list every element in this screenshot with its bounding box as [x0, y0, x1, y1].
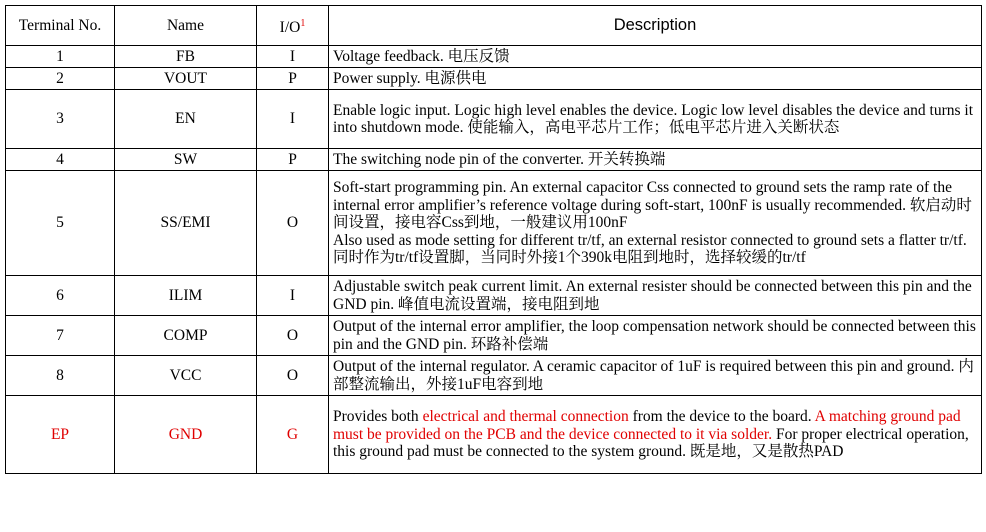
desc-highlight: A matching ground pad must be provided on the PCB and the device connected to it via solder. — [333, 408, 961, 443]
pin-description-part2: Also used as mode setting for different tr/tf, an external resistor connected to ground sets a flatter tr/tf. 同时作为tr/tf设置脚，当同时外接1个390k电阻到地时，选择较缓的tr/tf — [333, 231, 967, 267]
pin-description: Voltage feedback. 电压反馈 — [329, 46, 982, 68]
pin-name: FB — [115, 46, 257, 68]
header-terminal-no: Terminal No. — [6, 6, 115, 46]
header-name: Name — [115, 6, 257, 46]
terminal-no: 6 — [6, 276, 115, 316]
desc-text: For proper electrical operation, this ground pad must be connected to the system ground. 既是地，又是散热PAD — [333, 425, 969, 461]
table-row — [6, 68, 982, 90]
pin-io: I — [257, 90, 329, 149]
terminal-no: 3 — [6, 90, 115, 149]
pin-io: P — [257, 68, 329, 90]
header-io — [257, 6, 329, 46]
pin-io: G — [257, 396, 329, 474]
pin-description: The switching node pin of the converter. 开关转换端 — [329, 149, 982, 171]
table-row — [6, 356, 982, 396]
header-description: Description — [329, 6, 982, 46]
terminal-no: 7 — [6, 316, 115, 356]
pin-name: ILIM — [115, 276, 257, 316]
pin-name: EN — [115, 90, 257, 149]
table-row — [6, 46, 982, 68]
pin-name: VCC — [115, 356, 257, 396]
pin-io: I — [257, 46, 329, 68]
pin-description: Output of the internal regulator. A ceramic capacitor of 1uF is required between this pin and ground. 内部整流输出，外接1uF电容到地 — [329, 356, 982, 396]
pin-description — [329, 171, 982, 276]
pin-io: P — [257, 149, 329, 171]
pin-description: Output of the internal error amplifier, the loop compensation network should be connected between this pin and the GND pin. 环路补偿端 — [329, 316, 982, 356]
header-io-label: I/O — [279, 19, 301, 37]
desc-text: Provides both — [333, 408, 423, 426]
header-row — [6, 6, 982, 46]
pin-name: VOUT — [115, 68, 257, 90]
table-row — [6, 396, 982, 474]
pin-description: Enable logic input. Logic high level enables the device. Logic low level disables the device and turns it into shutdown mode. 使能输入，高电平芯片工作；低电平芯片进入关断状态 — [329, 90, 982, 149]
pin-description: Adjustable switch peak current limit. An external resister should be connected between this pin and the GND pin. 峰值电流设置端，接电阻到地 — [329, 276, 982, 316]
pin-description-part1: Soft-start programming pin. An external capacitor Css connected to ground sets the ramp rate of the internal error amplifier’s reference voltage during soft-start, 100nF is usually recommended. 软启动时间设置，接电容Css到地，一般建议用100nF — [333, 179, 972, 232]
desc-text: from the device to the board. — [628, 408, 815, 426]
terminal-no: 2 — [6, 68, 115, 90]
table-row — [6, 171, 982, 276]
pin-description-table — [5, 5, 982, 474]
pin-name: SW — [115, 149, 257, 171]
pin-description: Power supply. 电源供电 — [329, 68, 982, 90]
pin-name: COMP — [115, 316, 257, 356]
table-row — [6, 316, 982, 356]
table-row — [6, 90, 982, 149]
table-row — [6, 276, 982, 316]
terminal-no: 1 — [6, 46, 115, 68]
table-row — [6, 149, 982, 171]
terminal-no: 5 — [6, 171, 115, 276]
pin-io: O — [257, 171, 329, 276]
pin-io: O — [257, 356, 329, 396]
pin-io: I — [257, 276, 329, 316]
terminal-no: EP — [6, 396, 115, 474]
desc-highlight: electrical and thermal connection — [422, 408, 629, 426]
terminal-no: 4 — [6, 149, 115, 171]
pin-io: O — [257, 316, 329, 356]
terminal-no: 8 — [6, 356, 115, 396]
header-io-footnote: 1 — [300, 17, 306, 29]
pin-name: GND — [115, 396, 257, 474]
pin-name: SS/EMI — [115, 171, 257, 276]
pin-description — [329, 396, 982, 474]
